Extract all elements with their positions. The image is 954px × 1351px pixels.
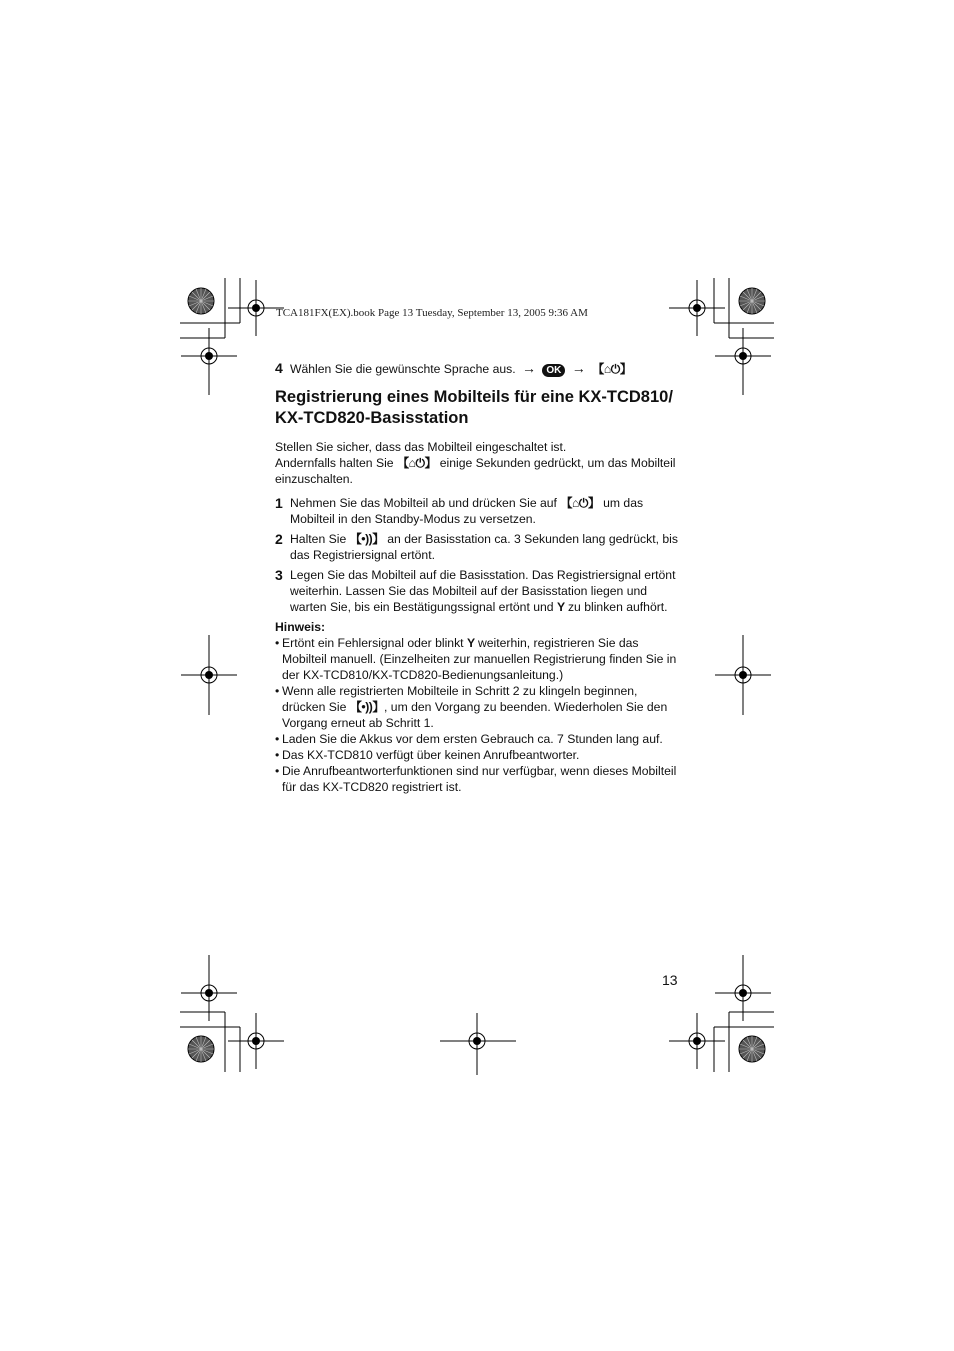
crop-mark-top-left — [180, 278, 284, 395]
intro-paragraph — [275, 439, 680, 487]
bullet-icon: • — [275, 764, 280, 778]
note-text: Laden Sie die Akkus vor dem ersten Gebrauch ca. 7 Stunden lang auf. — [282, 732, 663, 746]
step-number: 1 — [275, 495, 283, 511]
note-text — [282, 683, 680, 731]
bullet-icon: • — [275, 732, 280, 746]
bullet-icon: • — [275, 636, 280, 650]
step-number: 2 — [275, 531, 283, 547]
arrow-right-icon: → — [522, 360, 536, 376]
section-title — [275, 387, 680, 429]
step-1-text-b: um das Mobilteil in den Standby-Modus zu versetzen. — [290, 496, 644, 526]
intro-line1: Stellen Sie sicher, dass das Mobilteil eingeschaltet ist. — [275, 440, 567, 454]
arrow-right-icon: → — [571, 360, 586, 376]
step-text — [290, 495, 680, 527]
crop-mark-bottom-left — [180, 955, 284, 1072]
off-power-key-icon: 【⌂⏻】 — [592, 362, 632, 376]
locator-key-icon: 【•))】 — [349, 700, 385, 714]
note-item — [275, 635, 680, 683]
note-1-text-a: Ertönt ein Fehlersignal oder blinkt — [282, 636, 467, 650]
step-number: 3 — [275, 567, 283, 583]
antenna-icon: Y — [556, 600, 565, 614]
step-4-text: Wählen Sie die gewünschte Sprache aus. — [290, 362, 516, 376]
ok-button-icon: OK — [542, 364, 565, 377]
steps-list — [275, 495, 680, 615]
note-item — [275, 683, 680, 731]
step-3 — [275, 567, 680, 615]
step-3-text-a: Legen Sie das Mobilteil auf die Basisstation. Das Registriersignal ertönt weiterhin. Lassen Sie das Mobilteil auf der Basisstation liegen und warten Sie, bis ein Bestätigungssignal ertönt und — [290, 568, 676, 614]
note-item — [275, 763, 680, 795]
intro-line2a: Andernfalls halten Sie — [275, 456, 397, 470]
bullet-icon: • — [275, 684, 280, 698]
note-text: Das KX-TCD810 verfügt über keinen Anrufbeantworter. — [282, 748, 580, 762]
bullet-icon: • — [275, 748, 280, 762]
step-3-text-b: zu blinken aufhört. — [564, 600, 668, 614]
locator-key-icon: 【•))】 — [349, 532, 384, 546]
intro-line2b: einige Sekunden gedrückt, um das Mobilteil einzuschalten. — [275, 456, 676, 486]
step-2-text-a: Halten Sie — [290, 532, 350, 546]
step-1-text-a: Nehmen Sie das Mobilteil ab und drücken Sie auf — [290, 496, 561, 510]
note-1-text-b: weiterhin, registrieren Sie das Mobilteil manuell. (Einzelheiten zur manuellen Registrierung finden Sie in der KX-TCD810/KX-TCD820-Bedienungsanleitung.) — [282, 636, 677, 682]
note-text: Die Anrufbeantworterfunktionen sind nur verfügbar, wenn dieses Mobilteil für das KX-TCD820 registriert ist. — [282, 764, 677, 794]
step-4 — [275, 360, 680, 377]
step-text — [290, 360, 680, 377]
step-2 — [275, 531, 680, 563]
notes-list — [275, 635, 680, 795]
crop-mark-bottom-right — [669, 955, 774, 1072]
off-power-key-icon: 【⌂⏻】 — [396, 456, 437, 470]
section-title-line2: KX-TCD820-Basisstation — [275, 409, 469, 427]
step-text — [290, 567, 680, 615]
note-item — [275, 747, 680, 763]
step-1 — [275, 495, 680, 527]
crop-mark-bottom-center — [440, 1013, 516, 1075]
section-title-line1: Registrierung eines Mobilteils für eine KX-TCD810/ — [275, 388, 673, 406]
note-item — [275, 731, 680, 747]
step-2-text-b: an der Basisstation ca. 3 Sekunden lang gedrückt, bis das Registriersignal ertönt. — [290, 532, 678, 562]
off-power-key-icon: 【⌂⏻】 — [560, 496, 600, 510]
step-text — [290, 531, 680, 563]
book-info-header: TCA181FX(EX).book Page 13 Tuesday, September 13, 2005 9:36 AM — [276, 307, 588, 319]
notes-title: Hinweis: — [275, 620, 326, 634]
note-2-text-a: Wenn alle registrierten Mobilteile in Schritt 2 zu klingeln beginnen, drücken Sie — [282, 684, 638, 714]
page-number: 13 — [662, 972, 678, 988]
note-text — [282, 635, 680, 683]
note-2-text-b: , um den Vorgang zu beenden. Wiederholen Sie den Vorgang erneut ab Schritt 1. — [282, 700, 668, 730]
crop-mark-top-right — [669, 278, 774, 395]
step-number: 4 — [275, 360, 283, 376]
page-content — [275, 357, 680, 795]
antenna-icon: Y — [466, 636, 475, 650]
